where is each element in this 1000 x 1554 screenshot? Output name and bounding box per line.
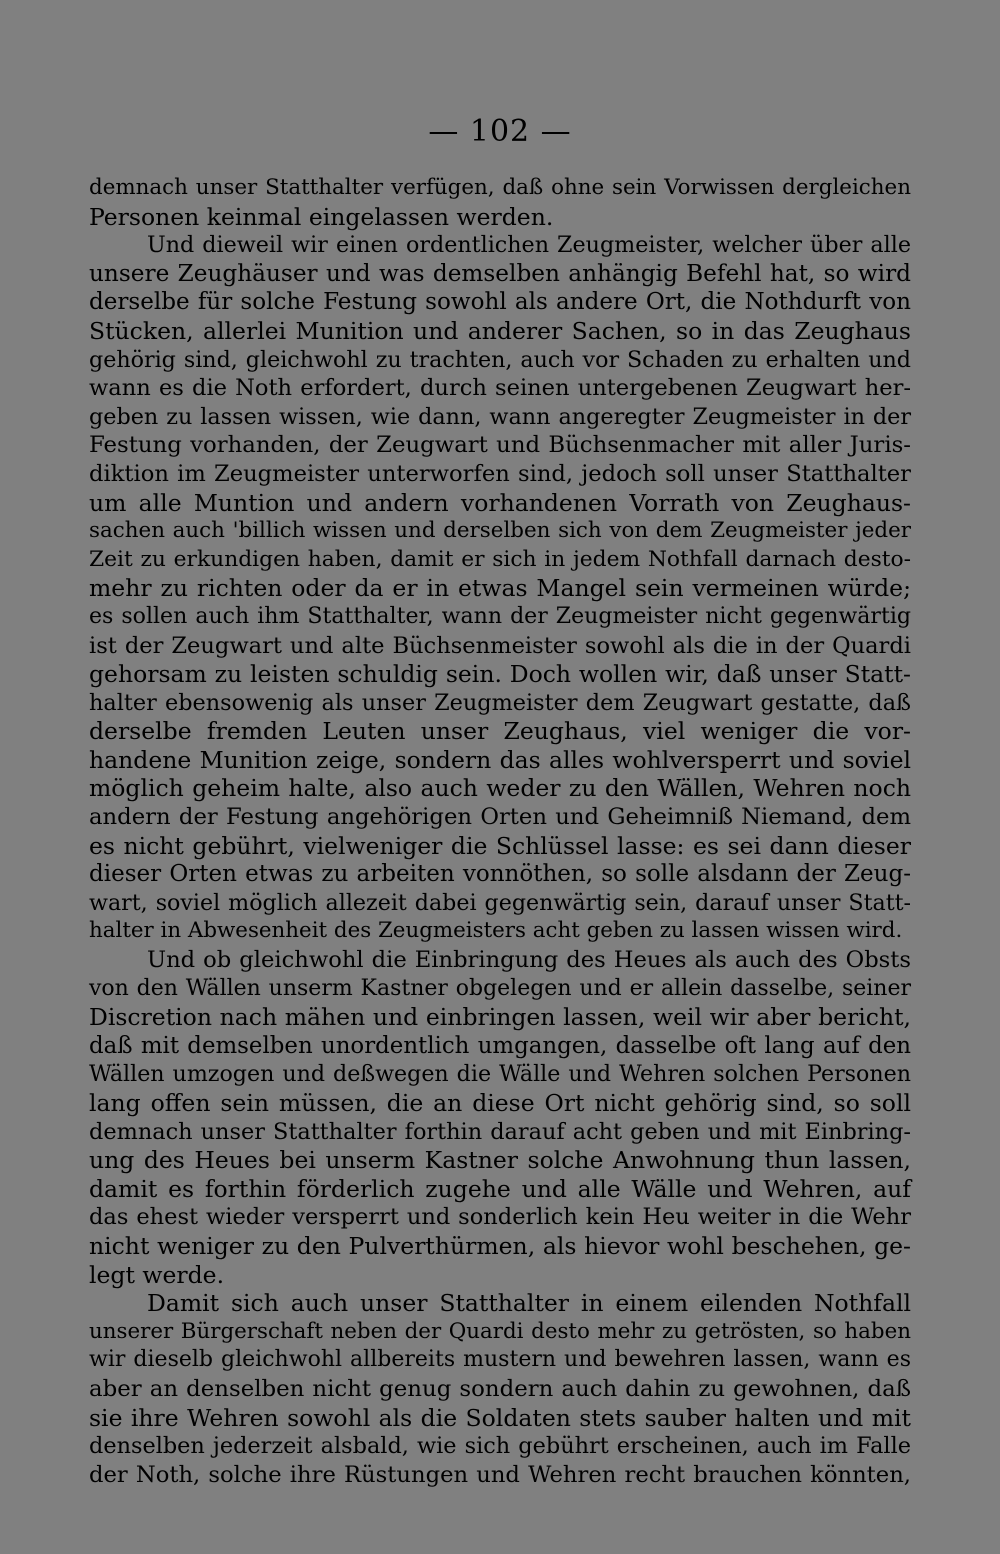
text-line: Personen keinmal eingelassen werden. <box>89 202 554 231</box>
text-line: handene Munition zeige, sondern das alles wohlversperrt und soviel <box>89 745 911 774</box>
text-line: wart, soviel möglich allezeit dabei gegenwärtig sein, darauf unser Statt- <box>89 889 911 916</box>
text-line: Und ob gleichwohl die Einbringung des Heues als auch des Obsts <box>147 947 911 974</box>
text-line: lang offen sein müssen, die an diese Ort nicht gehörig sind, so soll <box>89 1089 911 1117</box>
text-line: geben zu lassen wissen, wie dann, wann angeregter Zeugmeister in der <box>89 403 911 430</box>
text-line: derselbe für solche Festung sowohl als andere Ort, die Nothdurft von <box>89 289 911 316</box>
text-line: Stücken, allerlei Munition und anderer Sachen, so in das Zeughaus <box>89 316 911 345</box>
text-line: daß mit demselben unordentlich umgangen, dasselbe oft lang auf den <box>89 1032 911 1059</box>
text-line: Und dieweil wir einen ordentlichen Zeugmeister, welcher über alle <box>147 232 911 259</box>
text-line: um alle Muntion und andern vorhandenen Vorrath von Zeughaus- <box>89 488 911 517</box>
page-number: — 102 — <box>428 114 572 149</box>
text-line: unserer Bürgerschaft neben der Quardi desto mehr zu getrösten, so haben <box>89 1318 911 1344</box>
text-line: dieser Orten etwas zu arbeiten vonnöthen, so solle alsdann der Zeug- <box>89 861 911 888</box>
text-line: andern der Festung angehörigen Orten und Geheimniß Niemand, dem <box>89 804 911 831</box>
text-line: der Noth, solche ihre Rüstungen und Wehren recht brauchen könnten, <box>89 1461 911 1488</box>
text-line: damit es forthin förderlich zugehe und alle Wälle und Wehren, auf <box>89 1174 911 1203</box>
text-line: nicht weniger zu den Pulverthürmen, als hievor wohl beschehen, ge- <box>89 1231 911 1260</box>
text-line: Zeit zu erkundigen haben, damit er sich in jedem Nothfall darnach desto- <box>89 546 911 572</box>
text-line: halter ebensowenig als unser Zeugmeister dem Zeugwart gestatte, daß <box>89 689 911 716</box>
text-line: sachen auch 'billich wissen und derselben sich von dem Zeugmeister jeder <box>89 518 911 544</box>
body-text <box>89 174 911 1489</box>
text-line: gehörig sind, gleichwohl zu trachten, auch vor Schaden zu erhalten und <box>89 346 911 373</box>
text-line: demnach unser Statthalter verfügen, daß ohne sein Vorwissen dergleichen <box>89 175 911 200</box>
text-line: ist der Zeugwart und alte Büchsenmeister sowohl als die in der Quardi <box>89 632 911 659</box>
text-line: es sollen auch ihm Statthalter, wann der Zeugmeister nicht gegenwärtig <box>89 603 911 629</box>
text-line: gehorsam zu leisten schuldig sein. Doch wollen wir, daß unser Statt- <box>89 660 911 689</box>
text-line: Wällen umzogen und deßwegen die Wälle und Wehren solchen Personen <box>89 1061 911 1088</box>
text-line: demnach unser Statthalter forthin darauf acht geben und mit Einbring- <box>89 1118 911 1145</box>
text-line: Discretion nach mähen und einbringen lassen, weil wir aber bericht, <box>89 1003 911 1032</box>
text-line: unsere Zeughäuser und was demselben anhängig Befehl hat, so wird <box>89 259 911 287</box>
text-line: ung des Heues bei unserm Kastner solche Anwohnung thun lassen, <box>89 1146 911 1175</box>
text-line: Damit sich auch unser Statthalter in einem eilenden Nothfall <box>147 1289 911 1318</box>
text-line: aber an denselben nicht genug sondern auch dahin zu gewohnen, daß <box>89 1375 911 1402</box>
text-line: mehr zu richten oder da er in etwas Mangel sein vermeinen würde; <box>89 574 911 603</box>
text-line: halter in Abwesenheit des Zeugmeisters acht geben zu lassen wissen wird. <box>89 918 903 944</box>
text-line: es nicht gebührt, vielweniger die Schlüssel lasse: es sei dann dieser <box>89 831 911 860</box>
text-line: denselben jederzeit alsbald, wie sich gebührt erscheinen, auch im Falle <box>89 1433 911 1460</box>
text-line: derselbe fremden Leuten unser Zeughaus, viel weniger die vor- <box>89 717 911 746</box>
text-line: möglich geheim halte, also auch weder zu den Wällen, Wehren noch <box>89 774 911 803</box>
text-line: von den Wällen unserm Kastner obgelegen und er allein dasselbe, seiner <box>89 975 911 1001</box>
text-line: wann es die Noth erfordert, durch seinen untergebenen Zeugwart her- <box>89 375 911 402</box>
text-line: diktion im Zeugmeister unterworfen sind, jedoch soll unser Statthalter <box>89 460 911 487</box>
text-line: legt werde. <box>89 1260 225 1289</box>
text-line: sie ihre Wehren sowohl als die Soldaten stets sauber halten und mit <box>89 1403 911 1432</box>
text-line: wir dieselb gleichwohl allbereits mustern und bewehren lassen, wann es <box>89 1347 911 1373</box>
text-line: das ehest wieder versperrt und sonderlich kein Heu weiter in die Wehr <box>89 1204 911 1231</box>
text-line: Festung vorhanden, der Zeugwart und Büchsenmacher mit aller Juris- <box>89 432 911 459</box>
